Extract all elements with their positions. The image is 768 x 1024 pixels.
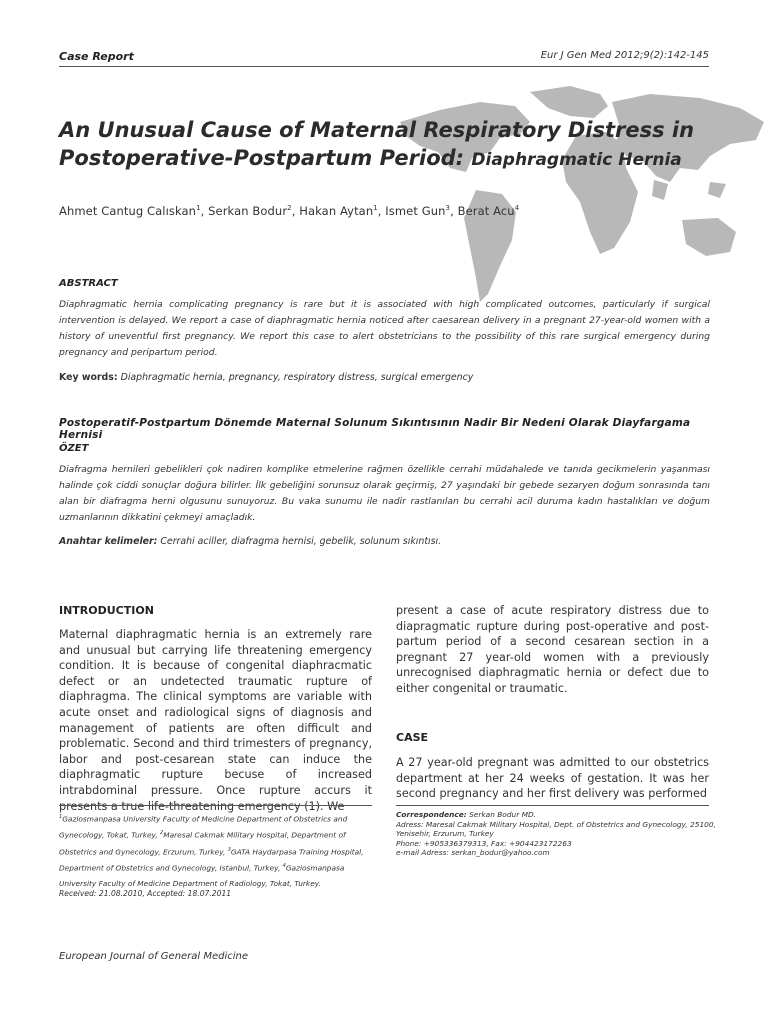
ozet-heading: ÖZET [59,443,89,454]
correspondence-line [396,810,716,820]
keywords-value: Diaphragmatic hernia, pregnancy, respiratory distress, surgical emergency [120,372,474,383]
ozet-text: Diafragma hernileri gebelikleri çok nadiren komplike etmelerine rağmen özellikle cerrahi müdahalede ve tanıda gecikmelerin yaşanması halinde çok ciddi sonuçlar doğura bilirler. İlk gebeliğini sorunsuz olarak geçirmiş, 27 yaşındaki bir gebede sezaryen doğum sonrasında tanı alan bir diafragma herni olgusunu sunuyoruz. Bu vaka sunumu ile nadir rastlanılan bu cerrahi acil duruma kadın hastalıkları ve doğum uzmanlarının dikkatini çekmeyi amaçladık. [59,464,710,523]
received-accepted-dates: Received: 21.08.2010, Accepted: 18.07.2011 [59,889,232,898]
footnote-divider-right [396,805,709,806]
article-title [59,116,719,174]
anahtar-label: Anahtar kelimeler: [59,536,158,547]
correspondence-block [396,810,716,858]
title-subtitle: Diaphragmatic Hernia [471,150,682,170]
author-2: Serkan Bodur$^2$ [208,204,292,218]
turkish-keywords [59,536,441,547]
journal-citation: Eur J Gen Med 2012;9(2):142-145 [540,50,709,61]
author-5: Berat Acu$^4$ [457,204,520,218]
affiliation-2: Maresal Cakmak Military Hospital, Department of Obstetrics and Gynecology, Erzurum, Turkey, [59,830,346,857]
correspondence-phone: Phone: +905336379313, Fax: +904423172263 [396,838,572,848]
footnote-divider-left [59,805,372,806]
affiliation-4: Gaziosmanpasa University Faculty of Medicine Department of Radiology, Tokat, Turkey. [59,863,345,888]
correspondence-address: Adress: Maresal Cakmak Military Hospital, Dept. of Obstetrics and Gynecology, 25100, Yenisehir, Erzurum, Turkey [396,819,716,839]
introduction-continued: present a case of acute respiratory distress due to diapragmatic rupture during post-operative and post-partum period of a second cesarean section in a pregnant 27 year-old women with a previously unrecognised diaphragmatic hernia or defect due to either congenital or traumatic. [396,604,709,695]
anahtar-value: Cerrahi aciller, diafragma hernisi, gebelik, solunum sıkıntısı. [160,536,442,547]
author-1: Ahmet Cantug Calıskan$^1$ [59,204,201,218]
correspondence-label: Correspondence: [396,810,467,819]
author-4: Ismet Gun$^3$ [385,204,451,218]
journal-footer: European Journal of General Medicine [59,951,249,962]
author-3: Hakan Aytan$^1$ [299,204,378,218]
introduction-heading: INTRODUCTION [59,604,154,617]
author-list: Ahmet Cantug Calıskan$^1$, Serkan Bodur$^2$, Hakan Aytan$^1$, Ismet Gun$^3$, Berat Acu$^4$ [59,204,520,218]
article-type: Case Report [59,50,134,63]
header-divider [59,66,709,67]
affiliations: $^1$Gaziosmanpasa University Faculty of Medicine Department of Obstetrics and Gynecology, Tokat, Turkey, $^2$Maresal Cakmak Military Hospital, Department of Obstetrics and Gynecology, Erzurum, Turkey, $^3$GATA Haydarpasa Training Hospital, Department of Obstetrics and Gynecology, Istanbul, Turkey, $^4$Gaziosmanpasa University Faculty of Medicine Department of Radiology, Tokat, Turkey. [59,814,364,888]
turkish-title: Postoperatif-Postpartum Dönemde Maternal Solunum Sıkıntısının Nadir Bir Nedeni Olarak Diayfargama Hernisi [59,417,691,441]
correspondence-name: Serkan Bodur MD. [469,810,537,819]
case-text: A 27 year-old pregnant was admitted to our obstetrics department at her 24 weeks of gestation. It was her second pregnancy and her first delivery was performed [396,756,709,801]
affiliation-3: GATA Haydarpasa Training Hospital, Department of Obstetrics and Gynecology, Istanbul, Turkey, [59,847,364,873]
abstract-keywords [59,372,473,383]
world-map-watermark [380,72,768,322]
keywords-label: Key words: [59,372,118,383]
introduction-text: Maternal diaphragmatic hernia is an extremely rare and unusual but carrying life threatening emergency condition. It is because of congenital diaphracmatic defect or an undetected traumatic rupture of diaphragma. The clinical symptoms are variable with acute onset and radiological signs of diagnosis and management of patients are often difficult and problematic. Second and third trimesters of pregnancy, labor and post-cesarean state can induce the diaphragmatic rupture becuse of increased intrabdominal pressure. Once rupture accurs it presents a true life-threatening emergency (1). We [59,628,372,813]
case-heading: CASE [396,731,429,744]
affiliation-1: Gaziosmanpasa University Faculty of Medicine Department of Obstetrics and Gynecology, Tokat, Turkey, [59,814,348,840]
abstract-text: Diaphragmatic hernia complicating pregnancy is rare but it is associated with high complicated outcomes, particularly if surgical intervention is delayed. We report a case of diaphragmatic hernia noticed after caesarean delivery in a pregnant 27-year-old women with a history of uneventful first pregnancy. We report this case to alert obstetricians to the possibility of this rare surgical emergency during pregnancy and peripartum period. [59,299,710,358]
abstract-heading: ABSTRACT [59,278,118,289]
correspondence-email: e-mail Adress: serkan_bodur@yahoo.com [396,848,550,858]
title-main: An Unusual Cause of Maternal Respiratory Distress in Postoperative-Postpartum Period: [59,118,695,170]
